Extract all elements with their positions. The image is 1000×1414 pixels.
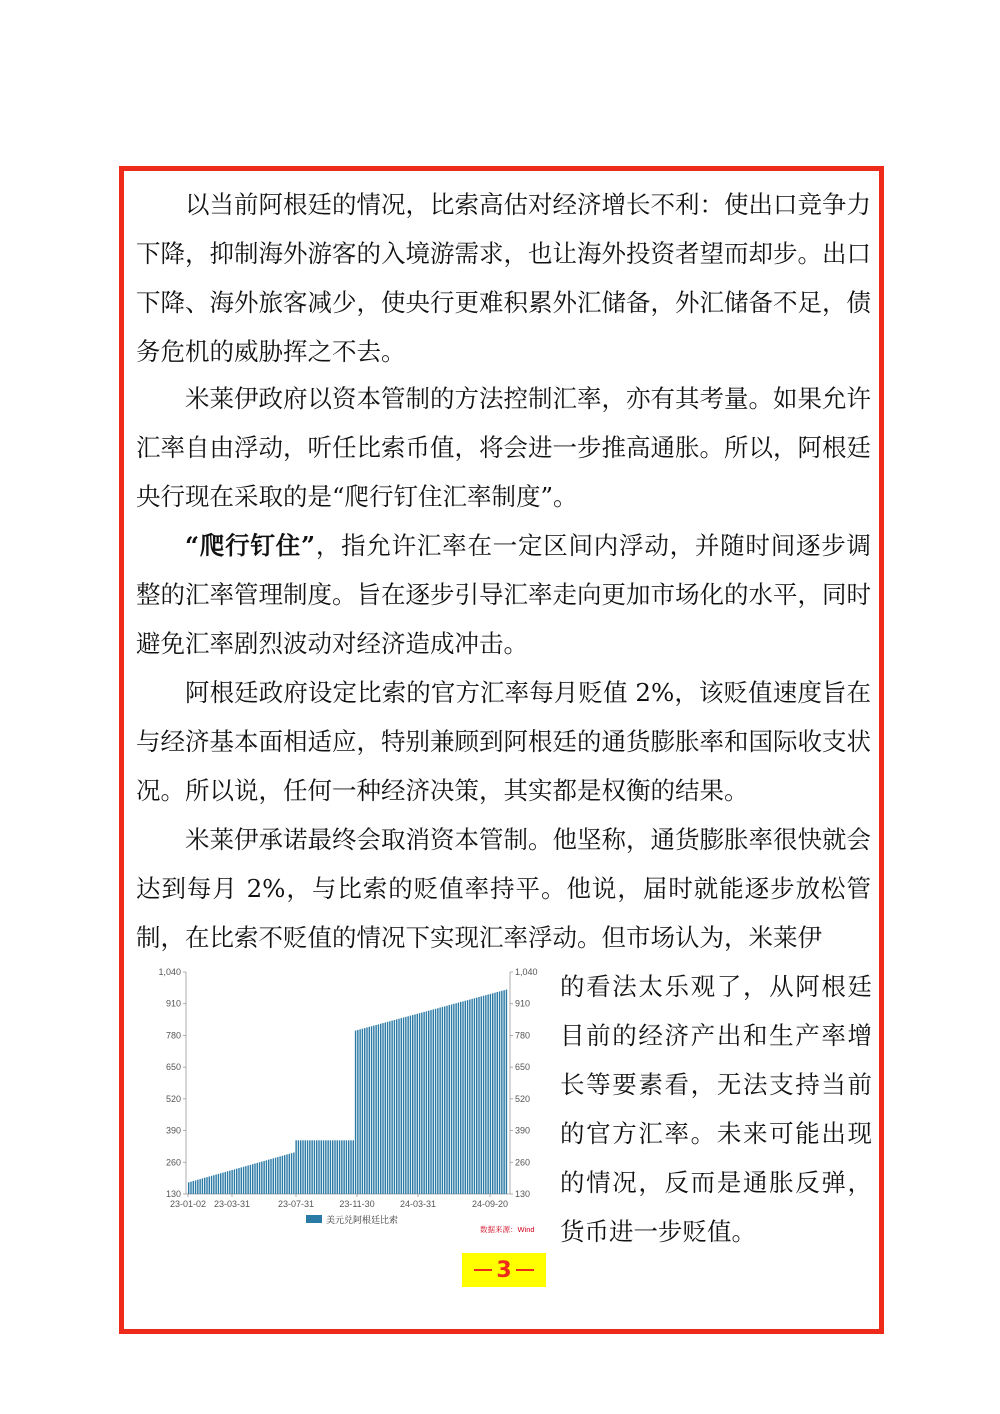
bar — [471, 999, 472, 1194]
bar — [481, 996, 482, 1194]
bar — [309, 1140, 310, 1194]
bar — [305, 1140, 306, 1194]
bar — [337, 1140, 338, 1194]
bar — [412, 1015, 413, 1194]
bar — [209, 1176, 210, 1194]
bar — [501, 991, 502, 1194]
bar — [444, 1006, 445, 1194]
paragraph-1: 以当前阿根廷的情况，比索高估对经济增长不利：使出口竞争力下降，抑制海外游客的入境游需求，也让海外投资者望而却步。出口下降、海外旅客减少，使央行更难积累外汇储备，外汇储备不足，债务危机的威胁挥之不去。 — [136, 190, 871, 366]
bar — [433, 1009, 434, 1194]
data-source: 数据来源：Wind — [480, 1225, 535, 1234]
bar — [387, 1022, 388, 1194]
x-ticks — [170, 1194, 508, 1209]
bar — [357, 1030, 358, 1194]
bar — [478, 997, 479, 1194]
bar — [394, 1020, 395, 1194]
bar — [327, 1140, 328, 1194]
bar — [419, 1013, 420, 1194]
bar — [282, 1156, 283, 1194]
bar — [277, 1157, 278, 1194]
y-tick-label-right: 390 — [515, 1125, 531, 1136]
bar — [238, 1168, 239, 1194]
bar — [380, 1024, 381, 1194]
y-tick-label-left: 910 — [165, 998, 181, 1009]
bar — [295, 1140, 296, 1194]
bar — [467, 1000, 468, 1194]
bar — [263, 1161, 264, 1194]
bar — [325, 1140, 326, 1194]
bar — [369, 1027, 370, 1194]
bar — [362, 1029, 363, 1194]
bar — [449, 1005, 450, 1194]
bar — [437, 1008, 438, 1194]
bar — [359, 1029, 360, 1194]
paragraph-4: 阿根廷政府设定比索的官方汇率每月贬值 2%，该贬值速度旨在与经济基本面相适应，特别兼顾到阿根廷的通货膨胀率和国际收支状况。所以说，任何一种经济决策，其实都是权衡的结果。 — [136, 678, 871, 805]
bar — [318, 1140, 319, 1194]
bar — [231, 1170, 232, 1194]
bar — [396, 1019, 397, 1194]
bar — [442, 1007, 443, 1194]
exchange-rate-chart — [150, 962, 545, 1240]
bar — [366, 1027, 367, 1194]
y-tick-label-right: 130 — [515, 1189, 531, 1199]
bar — [330, 1140, 331, 1194]
bar — [499, 991, 500, 1194]
bar — [268, 1160, 269, 1194]
x-tick-label: 23-03-31 — [213, 1199, 251, 1209]
bar — [373, 1026, 374, 1194]
paragraph-3 — [136, 521, 871, 668]
bar — [494, 993, 495, 1194]
bar — [266, 1160, 267, 1194]
y-tick-label-left: 520 — [165, 1093, 181, 1104]
bar — [190, 1182, 191, 1194]
bar — [220, 1173, 221, 1194]
x-tick-label: 23-01-02 — [169, 1199, 207, 1209]
bar — [469, 1000, 470, 1195]
bar — [334, 1140, 335, 1194]
bar — [462, 1001, 463, 1194]
bar — [405, 1017, 406, 1194]
bar — [270, 1159, 271, 1194]
bar — [476, 998, 477, 1194]
y-tick-label-left: 130 — [165, 1189, 181, 1199]
bar — [430, 1010, 431, 1194]
bar — [385, 1022, 386, 1194]
legend-label: 美元兑阿根廷比索 — [326, 1215, 399, 1225]
bar — [245, 1166, 246, 1194]
bar — [353, 1140, 354, 1194]
page-number-badge — [462, 1253, 546, 1287]
bar — [485, 995, 486, 1194]
bar — [460, 1002, 461, 1194]
bar — [403, 1018, 404, 1194]
bar — [202, 1178, 203, 1194]
bar — [451, 1004, 452, 1194]
legend-swatch — [306, 1215, 322, 1223]
bar — [378, 1024, 379, 1194]
bar — [279, 1156, 280, 1194]
bar — [286, 1154, 287, 1194]
y-ticks-left — [158, 967, 186, 1199]
y-tick-label-left: 650 — [165, 1062, 181, 1073]
bar — [298, 1140, 299, 1194]
page-number: 3 — [496, 1257, 512, 1283]
bar — [439, 1008, 440, 1194]
bar — [398, 1019, 399, 1194]
bar — [497, 992, 498, 1194]
y-tick-label-right: 650 — [515, 1062, 531, 1073]
dash-right — [516, 1269, 534, 1271]
bar — [273, 1158, 274, 1194]
bar — [343, 1140, 344, 1194]
bar — [407, 1016, 408, 1194]
bar — [222, 1173, 223, 1194]
bar — [289, 1154, 290, 1194]
y-tick-label-left: 390 — [165, 1125, 181, 1136]
bar — [348, 1140, 349, 1194]
dash-left — [474, 1269, 492, 1271]
bar — [215, 1175, 216, 1194]
bar — [204, 1178, 205, 1194]
bar — [250, 1165, 251, 1194]
y-tick-label-left: 1,040 — [158, 967, 181, 977]
y-tick-label-right: 520 — [515, 1093, 531, 1104]
chart-svg — [150, 962, 545, 1240]
bar — [435, 1009, 436, 1194]
bar — [426, 1011, 427, 1194]
y-tick-label-left: 260 — [165, 1157, 181, 1168]
bar — [423, 1012, 424, 1194]
bar — [492, 993, 493, 1194]
bar — [414, 1014, 415, 1194]
bar — [302, 1140, 303, 1194]
paragraph-2: 米莱伊政府以资本管制的方法控制汇率，亦有其考量。如果允许汇率自由浮动，听任比索币值，将会进一步推高通胀。所以，阿根廷央行现在采取的是“爬行钉住汇率制度”。 — [136, 384, 871, 511]
bar — [316, 1140, 317, 1194]
y-tick-label-left: 780 — [165, 1030, 181, 1041]
bar — [321, 1140, 322, 1194]
bar — [243, 1167, 244, 1194]
bar — [188, 1182, 189, 1194]
bar-series — [188, 990, 507, 1194]
bar — [261, 1162, 262, 1194]
bar — [229, 1171, 230, 1194]
y-tick-label-right: 910 — [515, 998, 531, 1009]
bar — [213, 1175, 214, 1194]
bar — [391, 1021, 392, 1194]
bar — [487, 995, 488, 1194]
bar — [323, 1140, 324, 1194]
bar — [227, 1171, 228, 1194]
bar — [339, 1140, 340, 1194]
bar — [474, 998, 475, 1194]
paragraph-5: 米莱伊承诺最终会取消资本管制。他坚称，通货膨胀率很快就会达到每月 2%，与比索的贬值率持平。他说，届时就能逐步放松管制，在比索不贬值的情况下实现汇率浮动。但市场认为，米莱伊 — [136, 825, 871, 952]
bar — [446, 1006, 447, 1194]
x-tick-label: 24-03-31 — [399, 1199, 437, 1209]
bar — [503, 990, 504, 1194]
bar — [410, 1016, 411, 1194]
bar — [314, 1140, 315, 1194]
bar — [247, 1165, 248, 1194]
bar — [234, 1169, 235, 1194]
bar — [275, 1158, 276, 1194]
bar — [341, 1140, 342, 1194]
bar — [206, 1177, 207, 1194]
paragraph-3-body: ，指允许汇率在一定区间内浮动，并随时间逐步调整的汇率管理制度。旨在逐步引导汇率走向更加市场化的水平，同时避免汇率剧烈波动对经济造成冲击。 — [136, 531, 872, 658]
bar — [421, 1013, 422, 1194]
y-ticks-right — [510, 967, 538, 1199]
bar — [401, 1018, 402, 1194]
term-crawling-peg: “爬行钉住” — [185, 531, 316, 560]
x-tick-label: 24-09-20 — [471, 1199, 509, 1209]
bar — [193, 1181, 194, 1194]
bar — [252, 1164, 253, 1194]
bar — [236, 1169, 237, 1194]
bar — [254, 1164, 255, 1194]
bar — [506, 990, 507, 1194]
bar — [490, 994, 491, 1194]
bar — [257, 1163, 258, 1194]
y-tick-label-right: 1,040 — [515, 967, 538, 977]
bar — [311, 1140, 312, 1194]
y-tick-label-right: 260 — [515, 1157, 531, 1168]
bar — [195, 1180, 196, 1194]
bar — [455, 1003, 456, 1194]
bar — [218, 1174, 219, 1194]
bar — [465, 1001, 466, 1194]
y-tick-label-right: 780 — [515, 1030, 531, 1041]
bar — [307, 1140, 308, 1194]
x-tick-label: 23-11-30 — [339, 1199, 375, 1209]
x-tick-label: 23-07-31 — [277, 1199, 315, 1209]
bar — [483, 996, 484, 1194]
bar — [259, 1162, 260, 1194]
bar — [199, 1179, 200, 1194]
bar — [458, 1003, 459, 1194]
bar — [300, 1140, 301, 1194]
paragraph-5-continued: 的看法太乐观了，从阿根廷目前的经济产出和生产率增长等要素看，无法支持当前的官方汇率。未来可能出现的情况，反而是通胀反弹，货币进一步贬值。 — [560, 972, 872, 1246]
bar — [453, 1004, 454, 1194]
bar — [350, 1140, 351, 1194]
bar — [371, 1026, 372, 1194]
bar — [364, 1028, 365, 1194]
bar — [417, 1014, 418, 1194]
bar — [355, 1031, 356, 1194]
bar — [291, 1153, 292, 1194]
bar — [197, 1180, 198, 1194]
bar — [284, 1155, 285, 1194]
bar — [428, 1011, 429, 1194]
bar — [211, 1176, 212, 1194]
bar — [241, 1167, 242, 1194]
bar — [382, 1023, 383, 1194]
bar — [389, 1021, 390, 1194]
bar — [375, 1025, 376, 1194]
bar — [293, 1153, 294, 1194]
bar — [346, 1140, 347, 1194]
bar — [332, 1140, 333, 1194]
bar — [225, 1172, 226, 1194]
